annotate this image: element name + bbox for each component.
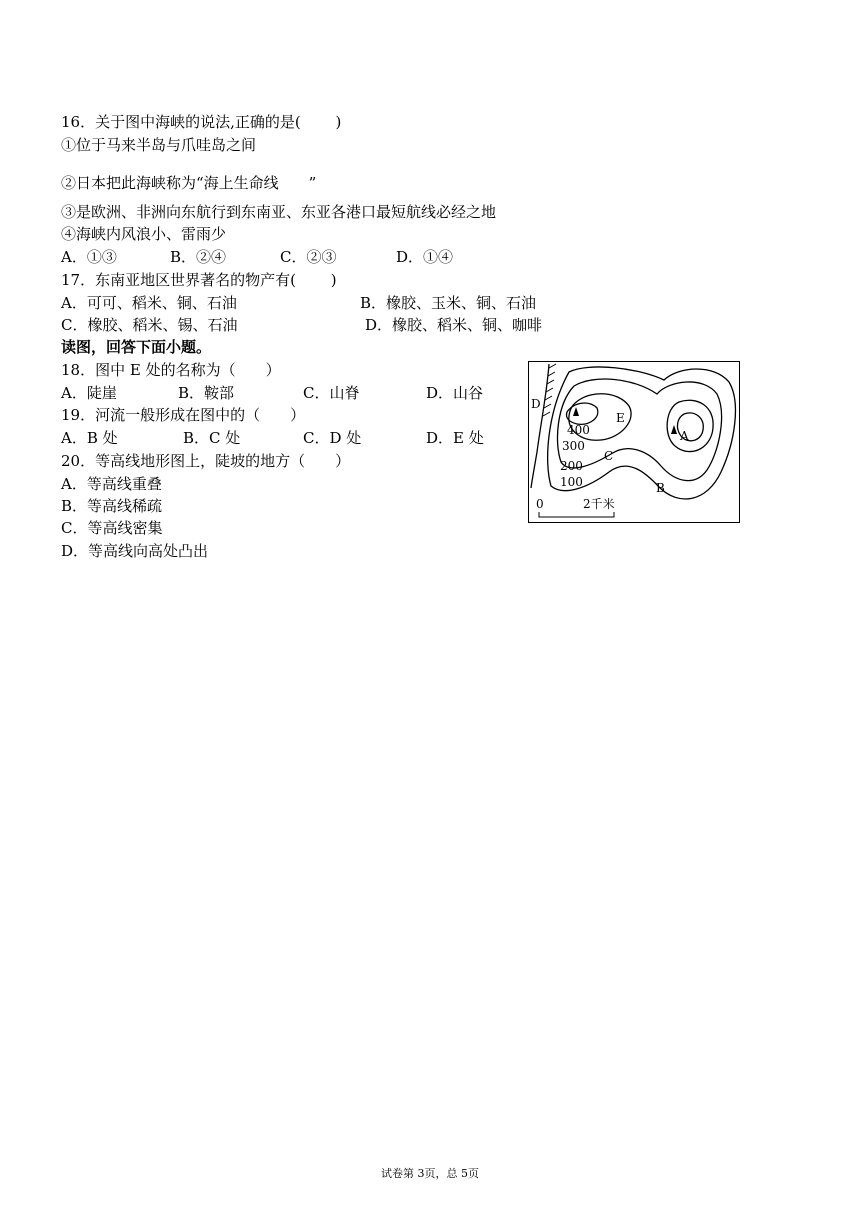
q17-option-b: B．橡胶、玉米、铜、石油 [360,294,537,312]
map-label-b: B [656,481,665,495]
page-footer: 试卷第 3页，总 5页 [381,1167,479,1180]
q16-statement-2: ②日本把此海峡称为“海上生命线 ” [61,174,317,192]
q18-stem: 18．图中 E 处的名称为（ ） [61,361,281,379]
q17-option-c: C．橡胶、稻米、锡、石油 [61,316,238,334]
map-label-d: D [531,397,541,411]
q17-option-a: A．可可、稻米、铜、石油 [61,294,237,312]
q16-statement-1: ①位于马来半岛与爪哇岛之间 [61,136,257,154]
q20-option-d: D．等高线向高处凸出 [61,542,209,560]
scale-label-km: 2千米 [583,497,615,511]
q16-option-d: D．①④ [396,248,454,266]
q16-statement-4: ④海峡内风浪小、雷雨少 [61,225,227,243]
q20-option-a: A．等高线重叠 [61,475,162,493]
q19-option-c: C．D 处 [303,429,362,447]
q16-option-a: A．①③ [61,248,117,266]
contour-label-300: 300 [562,439,585,453]
q18-option-d: D．山谷 [426,384,484,402]
q16-statement-3: ③是欧洲、非洲向东航行到东南亚、东亚各港口最短航线必经之地 [61,203,497,221]
q18-option-b: B．鞍部 [178,384,235,402]
q19-option-a: A．B 处 [61,429,118,447]
q18-option-a: A．陡崖 [61,384,117,402]
map-label-c: C [604,449,614,463]
q18-option-c: C．山脊 [303,384,360,402]
contour-label-400: 400 [567,423,590,437]
q19-stem: 19．河流一般形成在图中的（ ） [61,406,306,424]
q19-option-d: D．E 处 [426,429,484,447]
map-label-a: A [680,429,689,443]
q20-stem: 20．等高线地形图上，陡坡的地方（ ） [61,452,351,470]
q16-option-c: C．②③ [280,248,337,266]
q20-option-b: B．等高线稀疏 [61,497,163,515]
reading-instruction: 读图，回答下面小题。 [61,338,212,356]
q16-stem: 16．关于图中海峡的说法,正确的是( ) [61,113,342,131]
scale-label-zero: 0 [536,497,544,511]
q17-stem: 17．东南亚地区世界著名的物产有( ) [61,271,337,289]
contour-map [528,361,740,523]
q20-option-c: C．等高线密集 [61,519,163,537]
contour-label-200: 200 [560,459,583,473]
map-label-e: E [616,411,625,425]
contour-label-100: 100 [560,475,583,489]
q17-option-d: D．橡胶、稻米、铜、咖啡 [365,316,543,334]
q19-option-b: B．C 处 [183,429,241,447]
q16-option-b: B．②④ [170,248,227,266]
